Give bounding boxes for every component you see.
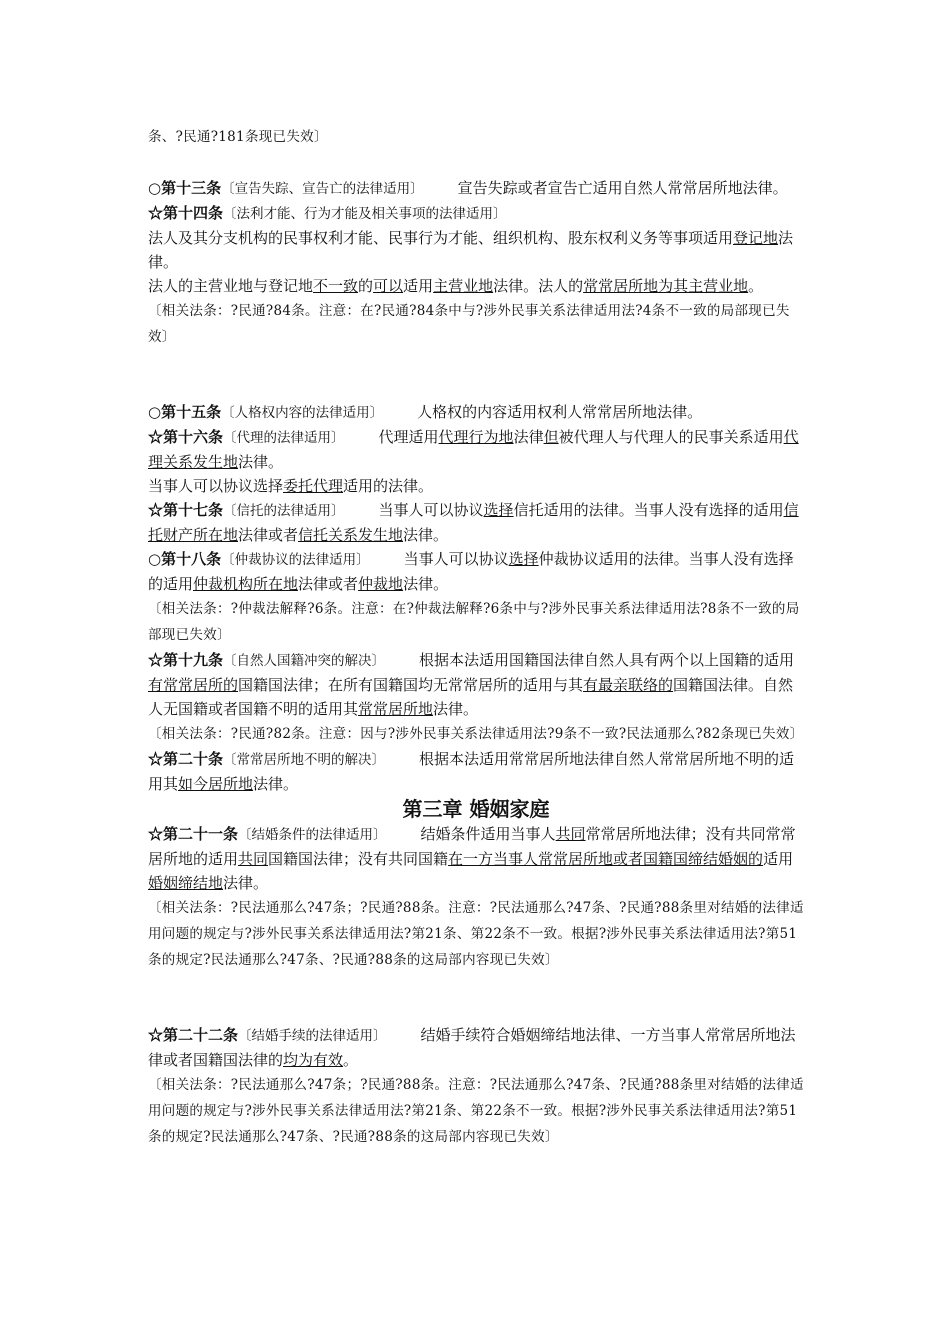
article-19-note: 〔相关法条：?民通?82条。注意：因与?涉外民事关系法律适用法?9条不一致?民法通那么?82条现已失效〕 (148, 726, 804, 742)
underlined-term: 主营业地 (433, 277, 494, 295)
underlined-term: 有最亲联络的 (583, 676, 674, 694)
text-run: 的 (358, 277, 374, 295)
text-run: 国籍国法律；在所有国籍国均无常常居所的适用与其 (238, 676, 584, 694)
text-run: 信托适用的法律。当事人没有选择的适用 (513, 501, 784, 519)
text-run: 代理适用 (378, 428, 439, 446)
underlined-term: 均为有效 (283, 1051, 344, 1069)
article-heading: 〔结婚手续的法律适用〕 (238, 1028, 387, 1044)
text-run: 。 (748, 277, 764, 295)
article-text: 宣告失踪或者宣告亡适用自然人常常居所地法律。 (457, 179, 788, 197)
text-run: 法律或者 (238, 526, 299, 544)
article-heading: 〔自然人国籍冲突的解决〕 (223, 653, 386, 669)
underlined-term: 共同 (238, 850, 269, 868)
underlined-term: 代理关系发生地 (148, 428, 799, 471)
underlined-term: 婚姻缔结地 (148, 874, 224, 892)
underlined-term: 但 (543, 428, 559, 446)
text-run: 法律 (513, 428, 544, 446)
article-heading: 〔结婚条件的法律适用〕 (238, 827, 387, 843)
text-run: 适用 (403, 277, 434, 295)
article-marker: ○ (148, 179, 162, 197)
underlined-term: 代理行为地 (438, 428, 514, 446)
article-label: 第十四条 (163, 204, 224, 222)
article-marker: ☆ (148, 825, 164, 843)
article-14-note: 〔相关法条：?民通?84条。注意：在?民通?84条中与?涉外民事关系法律适用法?4条不一致的局部现已失效〕 (148, 303, 790, 345)
underlined-term: 常常居所地为其主营业地 (583, 277, 749, 295)
chapter-heading: 第三章 婚姻家庭 (402, 797, 550, 821)
article-21-note: 〔相关法条：?民法通那么?47条；?民通?88条。注意：?民法通那么?47条、?民通?88条里对结婚的法律适用问题的规定与?涉外民事关系法律适用法?第21条、第22条不一致。根据?涉外民事关系法律适用法?第51条的规定?民法通那么?47条、?民通?88条的这局部内容现已失效〕 (148, 900, 804, 968)
underlined-term: 仲裁机构所在地 (193, 575, 299, 593)
text-run: 法律。 (238, 453, 284, 471)
article-15 (148, 400, 804, 425)
text-run: 法律。 (253, 775, 299, 793)
underlined-term: 常常居所地 (358, 700, 434, 718)
article-heading: 〔法利才能、行为才能及相关事项的法律适用〕 (223, 206, 507, 222)
article-label: 第十三条 (161, 179, 222, 197)
article-14 (148, 201, 804, 226)
text-run: 法律。 (433, 700, 479, 718)
text-run: 当事人可以协议 (378, 501, 484, 519)
text-run: 适用 (763, 850, 794, 868)
article-label: 第二十二条 (163, 1026, 239, 1044)
article-18 (148, 547, 804, 596)
article-13 (148, 176, 804, 201)
text-run: 。 (343, 1051, 359, 1069)
article-heading: 〔信托的法律适用〕 (223, 503, 345, 519)
article-20 (148, 747, 804, 796)
article-19 (148, 648, 804, 721)
article-marker: ☆ (148, 501, 164, 519)
text-run: 法律。 (403, 526, 449, 544)
article-label: 第二十条 (163, 750, 224, 768)
text-run: 结婚条件适用当事人 (420, 825, 556, 843)
article-18-note: 〔相关法条：?仲裁法解释?6条。注意：在?仲裁法解释?6条中与?涉外民事关系法律适用法?8条不一致的局部现已失效〕 (148, 601, 800, 643)
underlined-term: 信托关系发生地 (298, 526, 404, 544)
text-run: 法人的主营业地与登记地 (148, 277, 314, 295)
article-label: 第十六条 (163, 428, 224, 446)
article-marker: ○ (148, 403, 162, 421)
article-21 (148, 822, 804, 895)
article-17 (148, 498, 804, 547)
text-run: 适用的法律。 (343, 477, 434, 495)
article-16 (148, 425, 804, 474)
text-run: 当事人可以协议选择 (148, 477, 284, 495)
article-label: 第十七条 (163, 501, 224, 519)
article-label: 第十八条 (161, 550, 222, 568)
underlined-term: 信托财产所在地 (148, 501, 799, 544)
text-run: 被代理人与代理人的民事关系适用 (558, 428, 784, 446)
underlined-term: 仲裁地 (358, 575, 404, 593)
article-heading: 〔代理的法律适用〕 (223, 430, 345, 446)
article-marker: ☆ (148, 1026, 164, 1044)
text-run: 根据本法适用国籍国法律自然人具有两个以上国籍的适用 (419, 651, 795, 669)
article-16-para-2 (148, 474, 804, 498)
article-label: 第二十一条 (163, 825, 239, 843)
text-run: 根据本法适用常常居所地法律自然人常常居所地不明的适用其 (148, 750, 795, 793)
underlined-term: 共同 (555, 825, 586, 843)
article-22 (148, 1023, 804, 1072)
article-heading: 〔常常居所地不明的解决〕 (223, 752, 386, 768)
article-heading: 〔宣告失踪、宣告亡的法律适用〕 (221, 181, 424, 197)
underlined-term: 登记地 (733, 229, 779, 247)
underlined-term: 选择 (483, 501, 514, 519)
text-run: 法律。法人的 (493, 277, 584, 295)
underlined-term: 委托代理 (283, 477, 344, 495)
text-run: 法人及其分支机构的民事权利才能、民事行为才能、组织机构、股东权利义务等事项适用 (148, 229, 734, 247)
text-run: 结婚手续符合婚姻缔结地法律、一方当事人常常居所地法律或者国籍国法律的 (148, 1026, 796, 1069)
document-body (148, 124, 804, 1150)
text-run: 法律。 (148, 229, 794, 271)
underlined-term: 如今居所地 (178, 775, 254, 793)
article-marker: ☆ (148, 651, 164, 669)
article-14-para-2 (148, 274, 804, 298)
underlined-term: 选择 (508, 550, 539, 568)
article-label: 第十五条 (161, 403, 222, 421)
underlined-term: 有常常居所的 (148, 676, 239, 694)
text-run: 国籍国法律。自然人无国籍或者国籍不明的适用其 (148, 676, 794, 718)
article-label: 第十九条 (163, 651, 224, 669)
intro-note: 条、?民通?181条现已失效〕 (148, 129, 328, 145)
article-marker: ☆ (148, 428, 164, 446)
underlined-term: 可以 (373, 277, 404, 295)
article-marker: ☆ (148, 750, 164, 768)
article-text: 人格权的内容适用权利人常常居所地法律。 (417, 403, 703, 421)
article-22-note: 〔相关法条：?民法通那么?47条；?民通?88条。注意：?民法通那么?47条、?民通?88条里对结婚的法律适用问题的规定与?涉外民事关系法律适用法?第21条、第22条不一致。根据?涉外民事关系法律适用法?第51条的规定?民法通那么?47条、?民通?88条的这局部内容现已失效〕 (148, 1077, 804, 1145)
article-heading: 〔人格权内容的法律适用〕 (221, 405, 384, 421)
underlined-term: 在一方当事人常常居所地或者国籍国缔结婚姻的 (448, 850, 764, 868)
text-run: 法律。 (223, 874, 269, 892)
article-14-para-1 (148, 226, 804, 274)
text-run: 常常居所地法律；没有共同常常居所地的适用 (148, 825, 796, 868)
article-marker: ○ (148, 550, 162, 568)
text-run: 法律或者 (298, 575, 359, 593)
text-run: 仲裁协议适用的法律。当事人没有选择的适用 (148, 550, 794, 593)
article-marker: ☆ (148, 204, 164, 222)
text-run: 当事人可以协议 (403, 550, 509, 568)
article-heading: 〔仲裁协议的法律适用〕 (221, 552, 370, 568)
text-run: 法律。 (403, 575, 449, 593)
underlined-term: 不一致 (313, 277, 359, 295)
text-run: 国籍国法律；没有共同国籍 (268, 850, 449, 868)
